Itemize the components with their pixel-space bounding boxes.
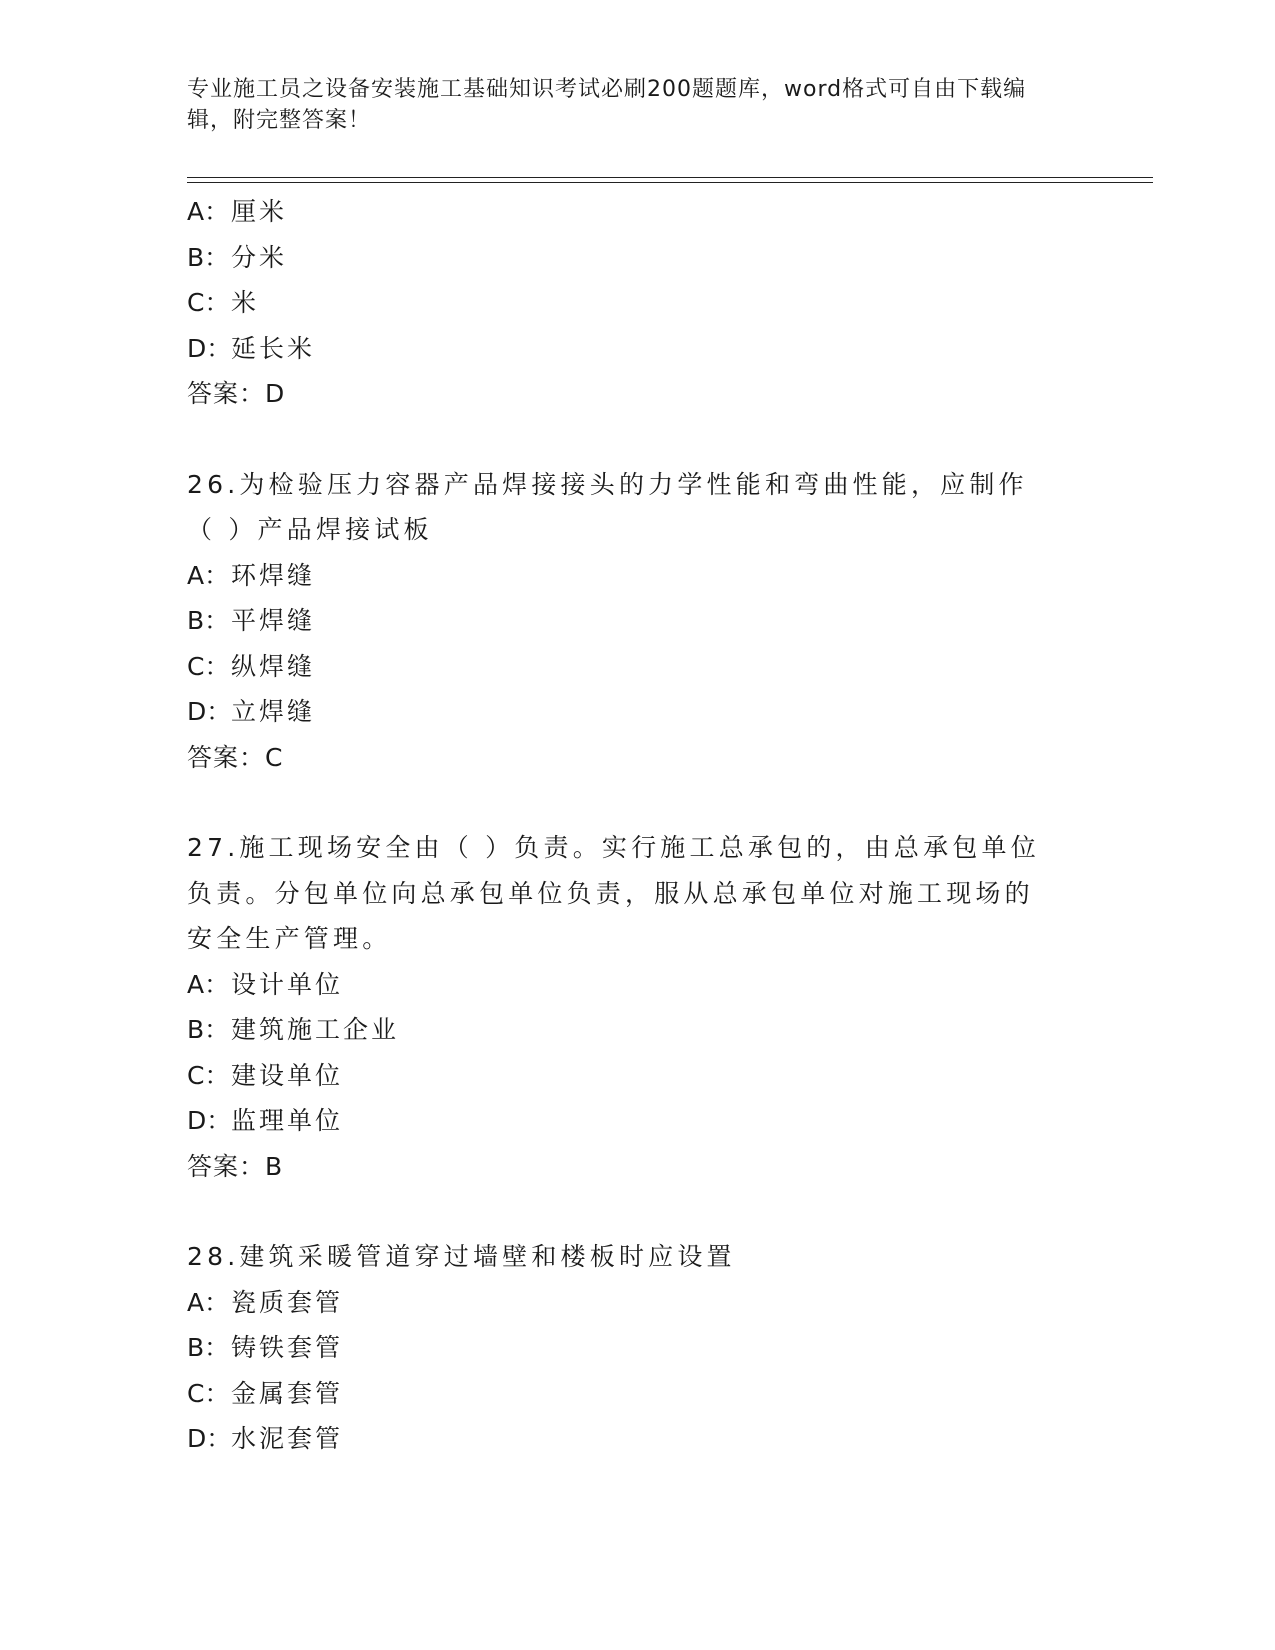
option-b	[187, 235, 1087, 281]
question-27	[187, 825, 1087, 1189]
option-text: 延长米	[231, 333, 316, 363]
option-d	[187, 1098, 1087, 1144]
answer-line: 答案：B	[187, 1151, 284, 1181]
option-a	[187, 1280, 1087, 1326]
option-label: D：	[187, 1106, 232, 1135]
option-label: A：	[187, 197, 230, 226]
option-text: 设计单位	[231, 969, 344, 999]
question-text: 26.为检验压力容器产品焊接接头的力学性能和弯曲性能，应制作（ ）产品焊接试板	[187, 469, 1028, 544]
option-c	[187, 644, 1087, 690]
option-label: A：	[187, 1287, 230, 1317]
option-text: 水泥套管	[231, 1424, 344, 1453]
option-text: 环焊缝	[231, 560, 316, 590]
option-label: B：	[187, 606, 230, 635]
document-header: 专业施工员之设备安装施工基础知识考试必刷200题题库，word格式可自由下载编辑，附完整答案！	[187, 77, 1027, 133]
question-28	[187, 1234, 1087, 1462]
option-label: A：	[187, 560, 230, 590]
question-25-continued	[187, 189, 1087, 417]
option-text: 平焊缝	[231, 606, 316, 635]
option-label: C：	[187, 288, 230, 317]
header-divider-top	[187, 177, 1153, 178]
option-label: C：	[187, 1060, 230, 1090]
option-text: 监理单位	[231, 1106, 344, 1135]
answer-line: 答案：C	[187, 742, 284, 772]
option-label: B：	[187, 1015, 230, 1044]
option-c	[187, 1371, 1087, 1417]
option-a	[187, 553, 1087, 599]
option-label: B：	[187, 242, 230, 272]
question-text: 28.建筑采暖管道穿过墙壁和楼板时应设置	[187, 1242, 736, 1271]
option-text: 分米	[231, 242, 288, 272]
header-divider-bottom	[187, 182, 1153, 183]
option-b	[187, 1325, 1087, 1371]
option-b	[187, 598, 1087, 644]
option-label: B：	[187, 1333, 230, 1362]
option-text: 厘米	[231, 197, 288, 226]
option-d	[187, 1416, 1087, 1462]
option-d	[187, 689, 1087, 735]
option-label: C：	[187, 1378, 230, 1408]
option-c	[187, 1053, 1087, 1099]
option-text: 立焊缝	[231, 697, 316, 726]
option-text: 金属套管	[231, 1378, 344, 1408]
option-a	[187, 189, 1087, 235]
option-label: C：	[187, 651, 230, 681]
option-a	[187, 962, 1087, 1008]
question-26	[187, 462, 1087, 781]
option-label: A：	[187, 969, 230, 999]
option-text: 纵焊缝	[231, 651, 316, 681]
option-label: D：	[187, 1424, 232, 1453]
option-text: 建筑施工企业	[231, 1015, 400, 1044]
option-c	[187, 280, 1087, 326]
option-b	[187, 1007, 1087, 1053]
question-list	[187, 189, 1087, 1462]
question-text: 27.施工现场安全由（ ）负责。实行施工总承包的，由总承包单位负责。分包单位向总承包单位负责，服从总承包单位对施工现场的安全生产管理。	[187, 833, 1040, 953]
option-text: 铸铁套管	[231, 1333, 344, 1362]
answer-line: 答案：D	[187, 379, 286, 408]
option-text: 瓷质套管	[231, 1287, 344, 1317]
option-label: D：	[187, 697, 232, 726]
option-d	[187, 326, 1087, 372]
option-text: 米	[231, 288, 260, 317]
option-label: D：	[187, 333, 232, 363]
option-text: 建设单位	[231, 1060, 344, 1090]
